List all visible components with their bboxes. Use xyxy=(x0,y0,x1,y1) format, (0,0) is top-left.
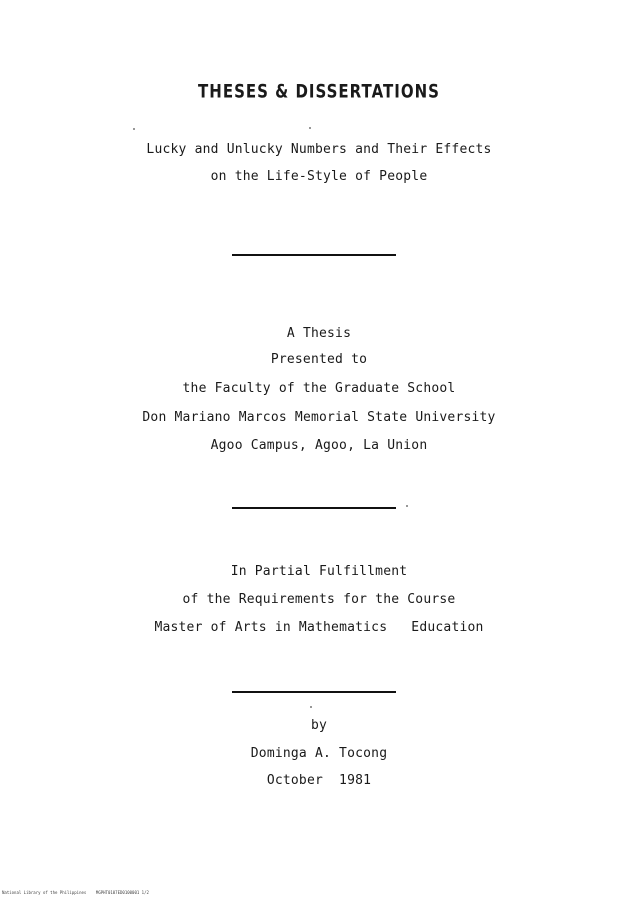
presentation-line-2: Presented to xyxy=(270,352,368,367)
divider-rule-3 xyxy=(232,691,396,693)
by-label: by xyxy=(310,718,328,733)
scan-speck xyxy=(406,505,408,507)
divider-rule-1 xyxy=(232,254,396,256)
title-line-2: on the Life-Style of People xyxy=(210,169,428,184)
scan-speck xyxy=(309,127,311,129)
author-name: Dominga A. Tocong xyxy=(250,746,388,761)
fulfillment-line-1: In Partial Fulfillment xyxy=(230,564,408,579)
presentation-line-3: the Faculty of the Graduate School xyxy=(182,381,456,396)
fulfillment-line-2: of the Requirements for the Course xyxy=(182,592,456,607)
scan-speck xyxy=(310,706,312,708)
title-line-1: Lucky and Unlucky Numbers and Their Effects xyxy=(146,142,492,157)
degree-name: Master of Arts in Mathematics Education xyxy=(154,620,484,635)
university-name: Don Mariano Marcos Memorial State University xyxy=(142,410,496,425)
presentation-line-1: A Thesis xyxy=(286,326,352,341)
divider-rule-2 xyxy=(232,507,396,509)
thesis-date: October 1981 xyxy=(266,773,372,788)
scan-speck xyxy=(133,128,135,130)
collection-stamp: THESES & DISSERTATIONS xyxy=(198,79,440,103)
campus-location: Agoo Campus, Agoo, La Union xyxy=(210,438,428,453)
archive-footer: National Library of the Philippines MGPHT0107ED0100001 1/2 xyxy=(2,890,149,895)
